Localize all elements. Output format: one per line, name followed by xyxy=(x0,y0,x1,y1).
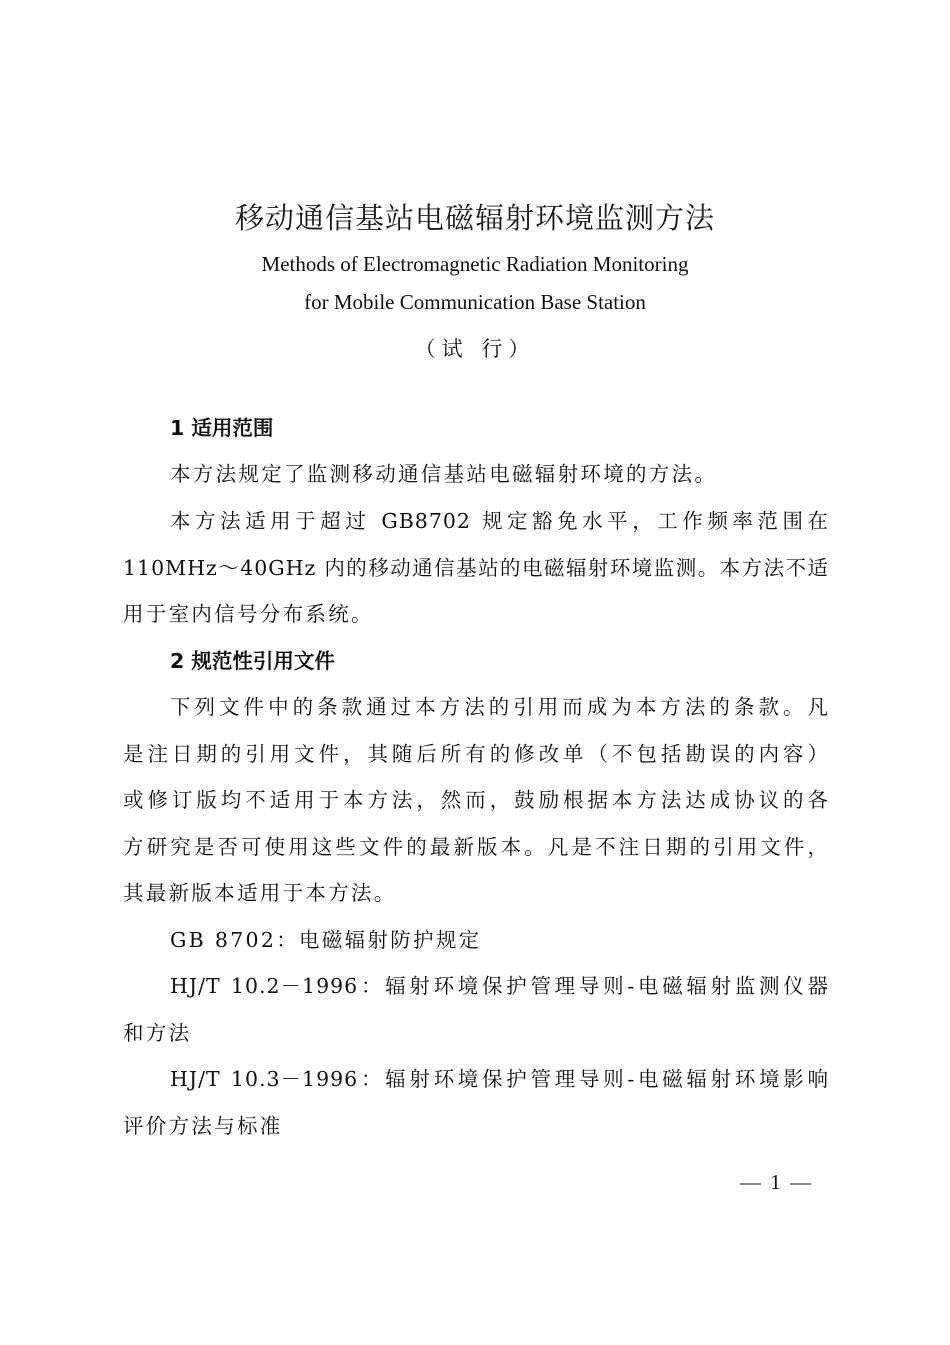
section-2-paragraph-line: 或修订版均不适用于本方法，然而，鼓励根据本方法达成协议的各 xyxy=(123,788,829,812)
reference-hjt-10-3-continued: 评价方法与标准 xyxy=(123,1114,283,1138)
reference-gb8702: GB 8702：电磁辐射防护规定 xyxy=(170,928,482,952)
section-2-paragraph-line: 是注日期的引用文件，其随后所有的修改单（不包括勘误的内容） xyxy=(123,742,829,766)
document-title-english-line-2: for Mobile Communication Base Station xyxy=(304,290,646,314)
section-1-paragraph-line: 110MHz～40GHz 内的移动通信基站的电磁辐射环境监测。本方法不适 xyxy=(123,556,829,580)
document-title-chinese: 移动通信基站电磁辐射环境监测方法 xyxy=(234,201,715,235)
document-title-english-line-1: Methods of Electromagnetic Radiation Monitoring xyxy=(261,252,689,276)
section-1-paragraph-line: 本方法规定了监测移动通信基站电磁辐射环境的方法。 xyxy=(170,462,718,486)
page-number: — 1 — xyxy=(740,1170,813,1194)
section-1-paragraph-line: 用于室内信号分布系统。 xyxy=(123,602,374,626)
section-1-paragraph-line: 本方法适用于超过 GB8702 规定豁免水平，工作频率范围在 xyxy=(170,509,829,533)
section-2-paragraph-line: 下列文件中的条款通过本方法的引用而成为本方法的条款。凡 xyxy=(170,695,829,719)
section-2-heading: 2 规范性引用文件 xyxy=(170,649,335,673)
trial-label: （试 行） xyxy=(414,337,536,361)
reference-hjt-10-2-continued: 和方法 xyxy=(123,1021,192,1045)
section-2-paragraph-line: 方研究是否可使用这些文件的最新版本。凡是不注日期的引用文件， xyxy=(123,835,829,859)
section-2-paragraph-line: 其最新版本适用于本方法。 xyxy=(123,881,397,905)
section-1-heading: 1 适用范围 xyxy=(170,416,274,440)
reference-hjt-10-3: HJ/T 10.3－1996：辐射环境保护管理导则-电磁辐射环境影响 xyxy=(170,1067,829,1091)
reference-hjt-10-2: HJ/T 10.2－1996：辐射环境保护管理导则-电磁辐射监测仪器 xyxy=(170,974,829,998)
